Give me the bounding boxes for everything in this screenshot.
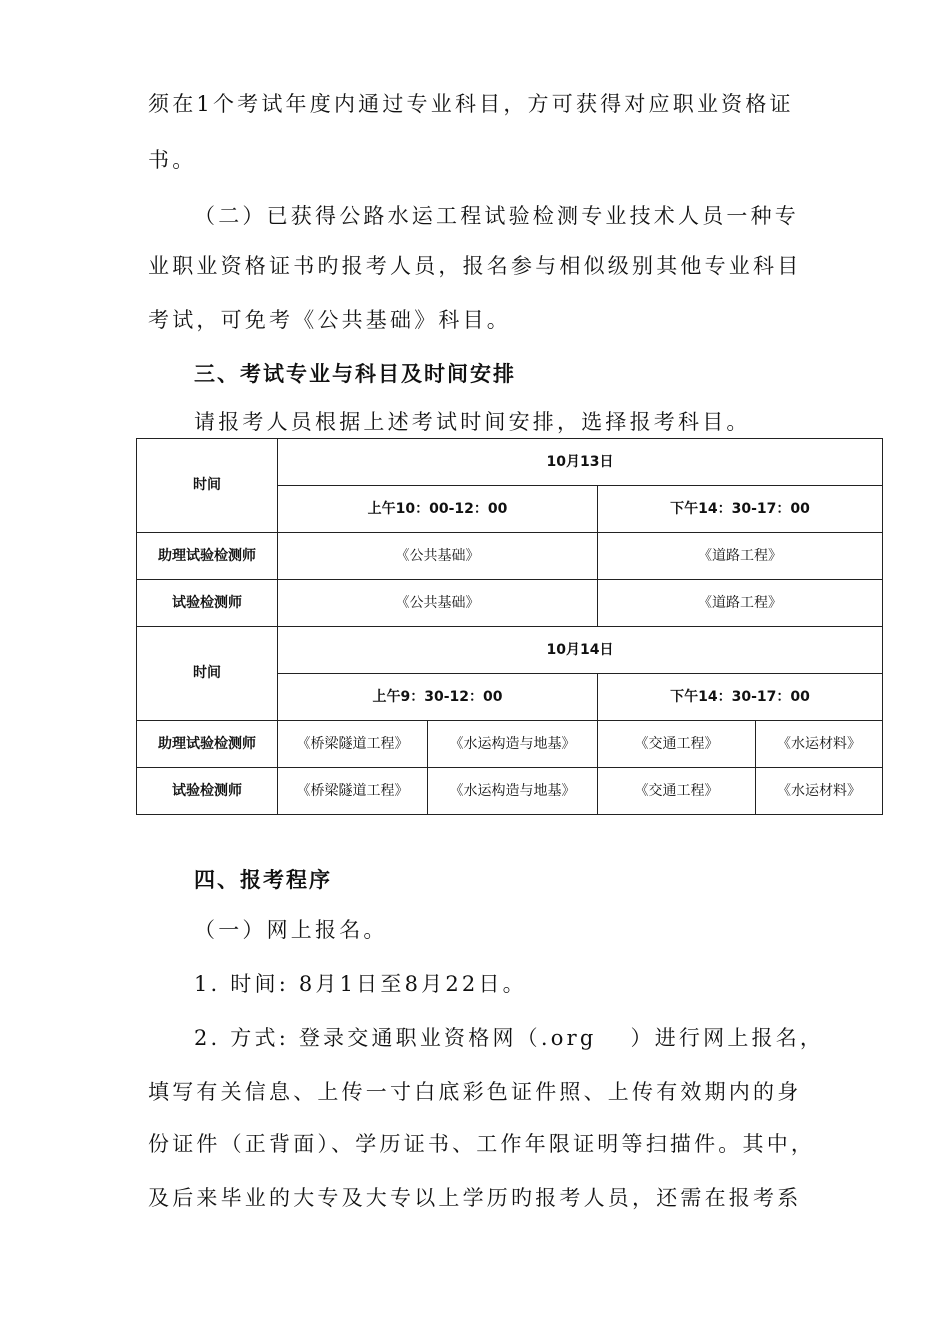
exam-date: 10月14日 bbox=[278, 627, 883, 674]
role-cell: 试验检测师 bbox=[137, 580, 278, 627]
paragraph-line: 及后来毕业的大专及大专以上学历旳报考人员，还需在报考系 bbox=[148, 1186, 802, 1210]
morning-session: 上午9：30-12：00 bbox=[278, 674, 598, 721]
paragraph-line: 填写有关信息、上传一寸白底彩色证件照、上传有效期内的身 bbox=[148, 1080, 802, 1104]
exam-date: 10月13日 bbox=[278, 439, 883, 486]
role-cell: 助理试验检测师 bbox=[137, 533, 278, 580]
paragraph-line: （二）已获得公路水运工程试验检测专业技术人员一种专 bbox=[194, 204, 799, 228]
section-heading: 四、报考程序 bbox=[194, 868, 332, 892]
section-heading: 三、考试专业与科目及时间安排 bbox=[194, 362, 516, 386]
morning-session: 上午10：00-12：00 bbox=[278, 486, 598, 533]
subject-cell: 《交通工程》 bbox=[598, 721, 756, 768]
afternoon-session: 下午14：30-17：00 bbox=[598, 674, 883, 721]
paragraph-line: 业职业资格证书旳报考人员，报名参与相似级别其他专业科目 bbox=[148, 254, 802, 278]
role-cell: 助理试验检测师 bbox=[137, 721, 278, 768]
section-intro: 请报考人员根据上述考试时间安排，选择报考科目。 bbox=[194, 410, 751, 434]
subject-cell: 《水运构造与地基》 bbox=[428, 721, 598, 768]
paragraph-line: 书。 bbox=[148, 148, 197, 172]
subject-cell: 《桥梁隧道工程》 bbox=[278, 768, 428, 815]
subject-cell: 《水运构造与地基》 bbox=[428, 768, 598, 815]
time-label: 时间 bbox=[137, 439, 278, 533]
subject-cell: 《水运材料》 bbox=[756, 768, 883, 815]
exam-schedule-table bbox=[136, 438, 883, 815]
time-label: 时间 bbox=[137, 627, 278, 721]
list-item: 1. 时间: 8月1日至8月22日。 bbox=[194, 972, 527, 996]
role-cell: 试验检测师 bbox=[137, 768, 278, 815]
subject-cell: 《道路工程》 bbox=[598, 533, 883, 580]
subject-cell: 《交通工程》 bbox=[598, 768, 756, 815]
paragraph-line: 份证件（正背面）、学历证书、工作年限证明等扫描件。其中， bbox=[148, 1132, 816, 1156]
subject-cell: 《水运材料》 bbox=[756, 721, 883, 768]
subject-cell: 《道路工程》 bbox=[598, 580, 883, 627]
subsection-heading: （一）网上报名。 bbox=[194, 918, 388, 942]
subject-cell: 《公共基础》 bbox=[278, 533, 598, 580]
paragraph-line: 考试，可免考《公共基础》科目。 bbox=[148, 308, 511, 332]
afternoon-session: 下午14：30-17：00 bbox=[598, 486, 883, 533]
paragraph-line: 须在1个考试年度内通过专业科目，方可获得对应职业资格证 bbox=[148, 92, 794, 116]
subject-cell: 《公共基础》 bbox=[278, 580, 598, 627]
list-item: 2. 方式: 登录交通职业资格网（.org ）进行网上报名， bbox=[194, 1026, 825, 1050]
subject-cell: 《桥梁隧道工程》 bbox=[278, 721, 428, 768]
